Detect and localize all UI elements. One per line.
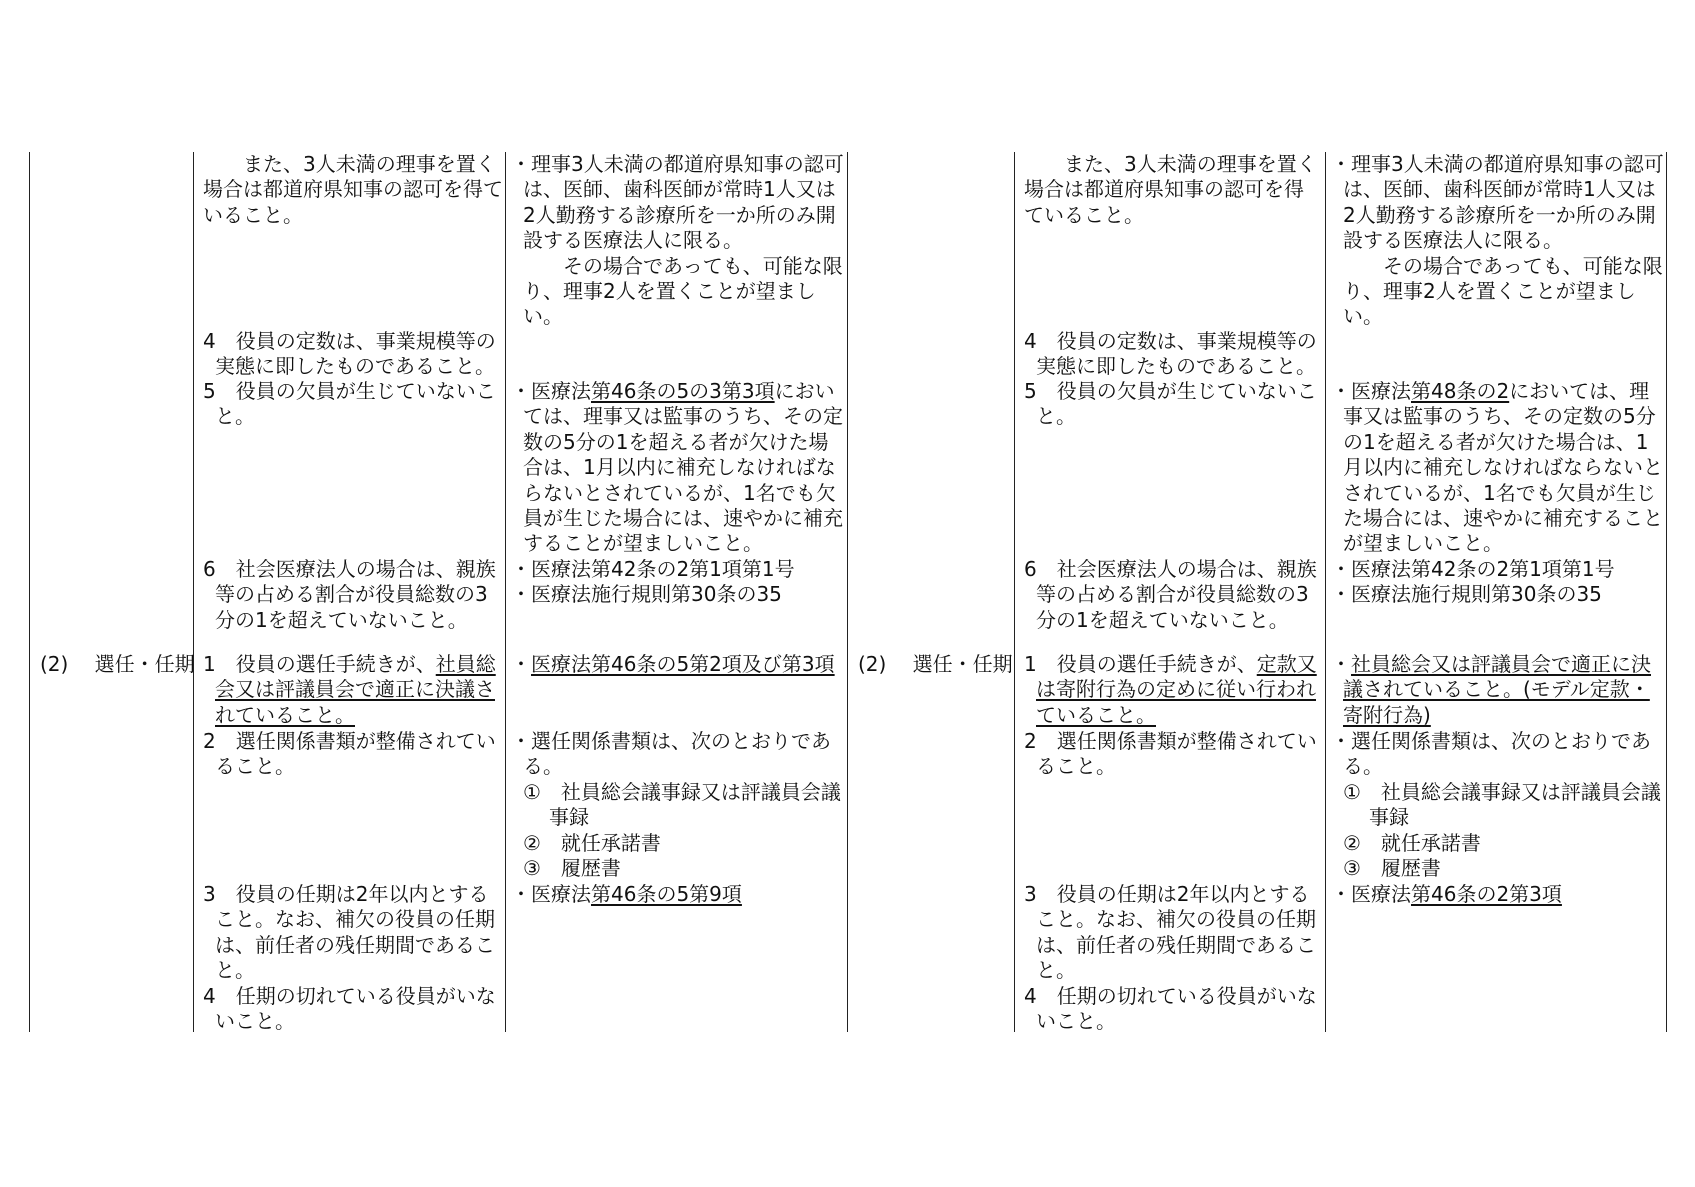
paragraph	[1024, 379, 1323, 430]
paragraph	[511, 780, 845, 831]
column-divider	[847, 152, 848, 1032]
text: ・理事3人未満の都道府県知事の認可は、医師、歯科医師が常時1人又は2人勤務する診療所を一か所のみ開設する医療法人に限る。	[1331, 152, 1664, 253]
text: ・医療法第42条の2第1項第1号	[511, 557, 795, 581]
notes-cell	[1331, 729, 1664, 881]
text: 4 役員の定数は、事業規模等の実態に即したものであること。	[203, 329, 496, 379]
text: ・	[511, 652, 531, 676]
section-heading	[858, 652, 1013, 677]
notes-cell	[511, 557, 845, 608]
paragraph	[203, 152, 503, 228]
column-divider	[1666, 152, 1667, 1032]
text: 6 社会医療法人の場合は、親族等の占める割合が役員総数の3分の1を超えていないこと。	[1024, 557, 1317, 632]
paragraph	[1331, 780, 1664, 831]
paragraph	[203, 652, 503, 728]
paragraph	[40, 652, 195, 677]
paragraph	[1331, 831, 1664, 856]
text: ・医療法第42条の2第1項第1号	[1331, 557, 1615, 581]
notes-cell	[1331, 882, 1664, 907]
underlined-reference: 社員総会又は評議員会で適正に決議されていること。	[215, 652, 496, 727]
paragraph	[858, 652, 1013, 677]
text: ③ 履歴書	[523, 856, 621, 881]
check-item-cell	[1024, 652, 1323, 728]
text: 4 任期の切れている役員がいないこと。	[203, 983, 496, 1034]
text: ・	[1331, 652, 1351, 676]
text: ・医療法	[1331, 882, 1411, 906]
text: 2 選任関係書類が整備されていること。	[203, 729, 496, 779]
column-divider	[193, 152, 194, 1032]
text: 3 役員の任期は2年以内とすること。なお、補欠の役員の任期は、前任者の残任期間であること。	[1024, 882, 1316, 983]
text: 2 選任関係書類が整備されていること。	[1024, 729, 1317, 779]
paragraph	[1331, 729, 1664, 780]
paragraph	[511, 254, 845, 330]
text: ・医療法施行規則第30条の35	[1331, 582, 1602, 607]
section-heading	[40, 652, 195, 677]
notes-cell	[511, 152, 845, 330]
check-item-cell	[203, 729, 503, 780]
text: においては、理事又は監事のうち、その定数の5分の1を超える者が欠けた場合は、1月以内に補充しなければならないとされているが、1名でも欠員が生じた場合には、速やかに補充することが望ましいこと。	[1343, 379, 1663, 556]
text: その場合であっても、可能な限り、理事2人を置くことが望ましい。	[523, 253, 843, 329]
text: ② 就任承諾書	[523, 830, 661, 855]
underlined-reference: 社員総会又は評議員会で適正に決議されていること。(モデル定款・寄附行為)	[1343, 652, 1651, 727]
paragraph	[1024, 557, 1323, 633]
paragraph	[1024, 152, 1323, 228]
paragraph	[1331, 152, 1664, 254]
paragraph	[1024, 329, 1323, 380]
check-item-cell	[1024, 152, 1323, 228]
check-item-cell	[1024, 379, 1323, 430]
notes-cell	[511, 652, 845, 677]
check-item-cell	[203, 379, 503, 430]
text: (2) 選任・任期	[858, 652, 1013, 676]
paragraph	[1331, 856, 1664, 881]
notes-cell	[1331, 557, 1664, 608]
text: 6 社会医療法人の場合は、親族等の占める割合が役員総数の3分の1を超えていないこと。	[203, 557, 496, 632]
paragraph	[511, 729, 845, 780]
paragraph	[203, 729, 503, 780]
underlined-reference: 第46条の5第9項	[591, 882, 742, 906]
notes-cell	[1331, 652, 1664, 728]
paragraph	[511, 582, 845, 607]
text: 5 役員の欠員が生じていないこと。	[1024, 379, 1317, 429]
paragraph	[511, 831, 845, 856]
underlined-reference: 定款又は寄附行為の定めに従い行われていること。	[1036, 652, 1317, 727]
check-item-cell	[203, 557, 503, 633]
notes-cell	[511, 379, 845, 557]
underlined-reference: 第48条の2	[1411, 379, 1510, 403]
paragraph	[203, 984, 503, 1035]
text: ① 社員総会議事録又は評議員会議事録	[523, 779, 841, 830]
paragraph	[1331, 882, 1664, 907]
paragraph	[1331, 652, 1664, 728]
paragraph	[1331, 557, 1664, 582]
text: また、3人未満の理事を置く場合は都道府県知事の認可を得ていること。	[1024, 152, 1317, 227]
text: (2) 選任・任期	[40, 652, 195, 676]
text: 1 役員の選任手続きが、	[203, 652, 436, 676]
paragraph	[1024, 984, 1323, 1035]
paragraph	[1024, 652, 1323, 728]
paragraph	[1024, 882, 1323, 984]
notes-cell	[1331, 152, 1664, 330]
underlined-reference: 第46条の2第3項	[1411, 882, 1562, 906]
text: ② 就任承諾書	[1343, 830, 1481, 855]
column-divider	[1014, 152, 1015, 1032]
text: 5 役員の欠員が生じていないこと。	[203, 379, 496, 429]
text: また、3人未満の理事を置く場合は都道府県知事の認可を得ていること。	[203, 152, 503, 227]
text: ・選任関係書類は、次のとおりである。	[1331, 729, 1651, 779]
paragraph	[203, 329, 503, 380]
paragraph	[511, 652, 845, 677]
check-item-cell	[203, 652, 503, 728]
text: ・医療法施行規則第30条の35	[511, 582, 782, 607]
check-item-cell	[1024, 729, 1323, 780]
paragraph	[203, 882, 503, 984]
check-item-cell	[1024, 557, 1323, 633]
check-item-cell	[203, 152, 503, 228]
text: 4 役員の定数は、事業規模等の実態に即したものであること。	[1024, 329, 1317, 379]
text: ③ 履歴書	[1343, 856, 1441, 881]
paragraph	[511, 882, 845, 907]
underlined-reference: 第46条の5の3第3項	[591, 379, 775, 403]
paragraph	[511, 152, 845, 254]
paragraph	[511, 856, 845, 881]
notes-cell	[1331, 379, 1664, 557]
column-divider	[1325, 152, 1326, 1032]
text: ・医療法	[1331, 379, 1411, 403]
paragraph	[203, 379, 503, 430]
column-divider	[29, 152, 30, 1032]
check-item-cell	[203, 882, 503, 1034]
notes-cell	[511, 729, 845, 881]
paragraph	[1331, 379, 1664, 557]
notes-cell	[511, 882, 845, 907]
text: 3 役員の任期は2年以内とすること。なお、補欠の役員の任期は、前任者の残任期間であること。	[203, 882, 495, 983]
text: ・選任関係書類は、次のとおりである。	[511, 729, 831, 779]
check-item-cell	[1024, 329, 1323, 380]
text: ・理事3人未満の都道府県知事の認可は、医師、歯科医師が常時1人又は2人勤務する診療所を一か所のみ開設する医療法人に限る。	[511, 152, 844, 253]
text: ・医療法	[511, 882, 591, 906]
text: 1 役員の選任手続きが、	[1024, 652, 1257, 676]
text: その場合であっても、可能な限り、理事2人を置くことが望ましい。	[1343, 253, 1663, 329]
check-item-cell	[1024, 882, 1323, 1034]
paragraph	[203, 557, 503, 633]
column-divider	[505, 152, 506, 1032]
paragraph	[1024, 729, 1323, 780]
text: 4 任期の切れている役員がいないこと。	[1024, 983, 1317, 1034]
text: においては、理事又は監事のうち、その定数の5分の1を超える者が欠けた場合は、1月以内に補充しなければならないとされているが、1名でも欠員が生じた場合には、速やかに補充することが望ましいこと。	[523, 379, 843, 556]
check-item-cell	[203, 329, 503, 380]
underlined-reference: 医療法第46条の5第2項及び第3項	[531, 652, 835, 676]
paragraph	[1331, 582, 1664, 607]
text: ・医療法	[511, 379, 591, 403]
paragraph	[511, 557, 845, 582]
text: ① 社員総会議事録又は評議員会議事録	[1343, 779, 1661, 830]
paragraph	[511, 379, 845, 557]
paragraph	[1331, 254, 1664, 330]
